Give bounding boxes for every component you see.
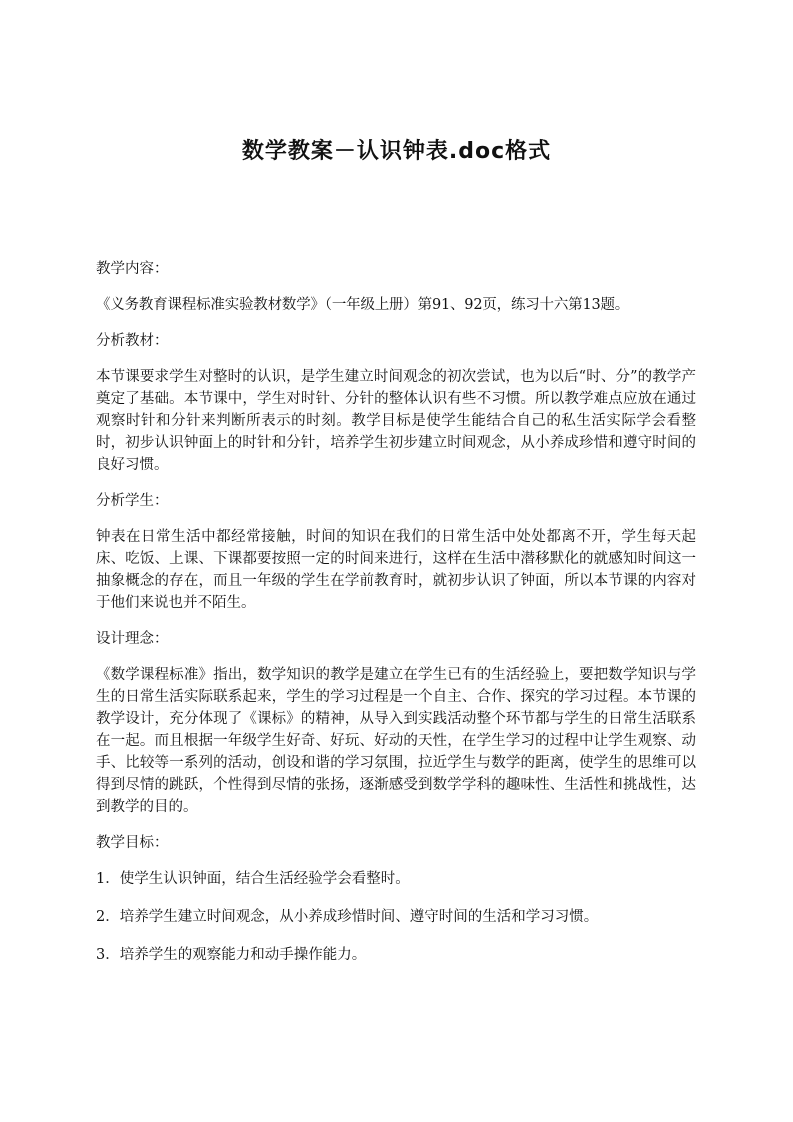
section-paragraph-teaching-content: 《义务教育课程标准实验教材数学》（一年级上册）第91、92页，练习十六第13题。 [96,297,630,313]
section-heading-design-concept: 设计理念： [96,631,169,647]
teaching-goal-item: 1．使学生认识钟面，结合生活经验学会看整时。 [96,871,410,887]
section-heading-student-analysis: 分析学生： [96,493,169,509]
section-heading-teaching-goals: 教学目标： [96,835,169,851]
section-paragraph-design-concept: 《数学课程标准》指出，数学知识的教学是建立在学生已有的生活经验上，要把数学知识与学生的日常生活实际联系起来，学生的学习过程是一个自主、合作、探究的学习过程。本节课的教学设计，充分体现了《课标》的精神，从导入到实践活动整个环节都与学生的日常生活联系在一起。而且根据一年级学生好奇、好玩、好动的天性，在学生学习的过程中让学生观察、动手、比较等一系列的活动，创设和谐的学习氛围，拉近学生与数学的距离，使学生的思维可以得到尽情的跳跃，个性得到尽情的张扬，逐渐感受到数学学科的趣味性、生活性和挑战性，达到教学的目的。 [96,667,696,815]
section-heading-teaching-content: 教学内容： [96,261,169,277]
section-paragraph-textbook-analysis: 本节课要求学生对整时的认识，是学生建立时间观念的初次尝试，也为以后“时、分”的教学产奠定了基础。本节课中，学生对时针、分针的整体认识有些不习惯。所以教学难点应放在通过观察时针和分针来判断所表示的时刻。教学目标是使学生能结合自己的私生活实际学会看整时，初步认识钟面上的时针和分针，培养学生初步建立时间观念，从小养成珍惜和遵守时间的良好习惯。 [96,369,696,473]
document-title: 数学教案－认识钟表.doc格式 [241,139,552,164]
teaching-goal-item: 3．培养学生的观察能力和动手操作能力。 [96,947,367,963]
document-body [96,258,696,982]
teaching-goal-item: 2．培养学生建立时间观念，从小养成珍惜时间、遵守时间的生活和学习习惯。 [96,909,599,925]
section-paragraph-student-analysis: 钟表在日常生活中都经常接触，时间的知识在我们的日常生活中处处都离不开，学生每天起床、吃饭、上课、下课都要按照一定的时间来进行，这样在生活中潜移默化的就感知时间这一抽象概念的存在，而且一年级的学生在学前教育时，就初步认识了钟面，所以本节课的内容对于他们来说也并不陌生。 [96,529,696,611]
section-heading-textbook-analysis: 分析教材： [96,333,169,349]
